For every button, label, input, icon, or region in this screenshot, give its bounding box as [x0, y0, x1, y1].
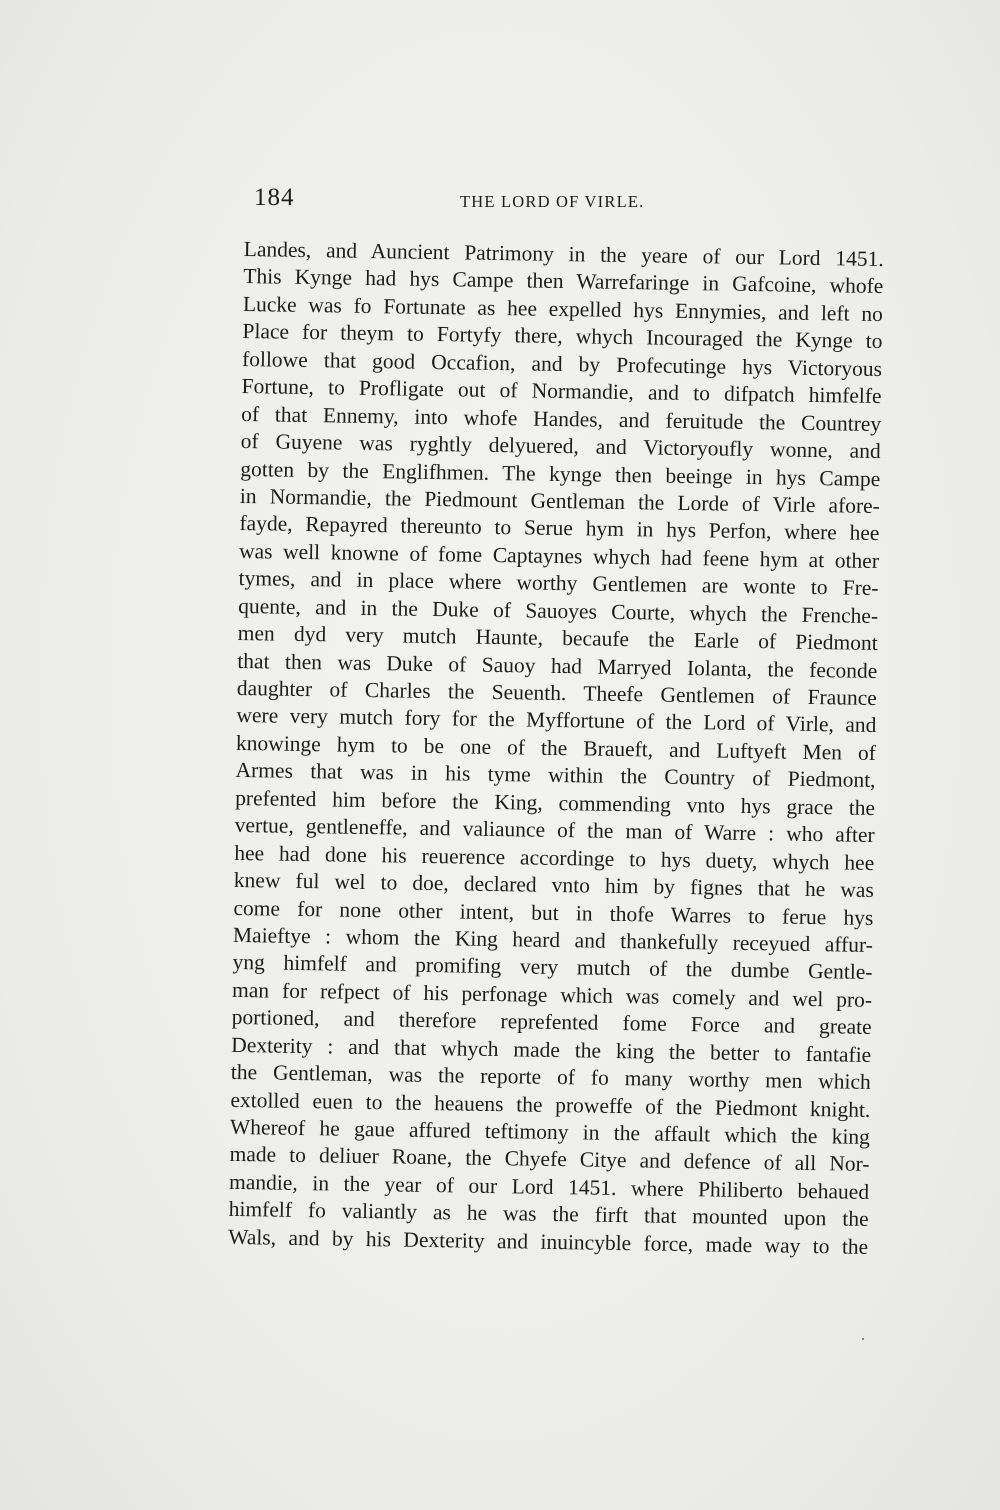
text-line: extolled euen to the heauens the proweffe of the Piedmont knight. — [230, 1087, 871, 1122]
text-line: Maieftye : whom the King heard and thankefully receyued affur- — [232, 922, 874, 957]
text-line: Armes that was in his tyme within the Country of Piedmont, — [235, 758, 876, 793]
text-line: man for refpect of his perfonage which was comely and wel pro- — [231, 977, 873, 1012]
text-line: quente, and in the Duke of Sauoyes Courte, whych the Frenche- — [238, 593, 879, 628]
text-line: come for none other intent, but in thofe Warres to ferue hys — [233, 895, 874, 930]
text-line: mandie, in the year of our Lord 1451. where Philiberto behaued — [228, 1169, 870, 1204]
text-line: yng himfelf and promifing very mutch of the dumbe Gentle- — [232, 950, 873, 985]
text-line: in Normandie, the Piedmount Gentleman the Lorde of Virle afore- — [239, 483, 881, 518]
text-line: knowinge hym to be one of the Braueft, and Luftyeft Men of — [235, 730, 877, 765]
text-line: made to deliuer Roane, the Chyefe Citye and defence of all Nor- — [229, 1142, 870, 1177]
body-text — [228, 236, 884, 1261]
text-line: the Gentleman, was the reporte of fo many worthy men which — [230, 1060, 871, 1095]
text-line: fayde, Repayred thereunto to Serue hym in hys Perfon, where hee — [239, 511, 880, 546]
page-number: 184 — [254, 184, 295, 211]
text-line: Lucke was fo Fortunate as hee expelled hys Ennymies, and left no — [242, 291, 884, 326]
text-line: daughter of Charles the Seuenth. Theefe Gentlemen of Fraunce — [236, 675, 878, 710]
text-line: men dyd very mutch Haunte, becaufe the Earle of Piedmont — [237, 621, 878, 656]
text-line: knew ful wel to doe, declared vnto him by fignes that he was — [233, 867, 874, 903]
text-line: Whereof he gaue affured teftimony in the affault which the king — [229, 1114, 871, 1149]
text-line: portioned, and therefore reprefented fome Force and greate — [231, 1005, 872, 1040]
text-line: Dexterity : and that whych made the king the better to fantafie — [231, 1032, 872, 1067]
ink-speck — [862, 1338, 864, 1340]
text-line: himfelf fo valiantly as he was the firft that mounted upon the — [228, 1197, 869, 1232]
text-line: Place for theym to Fortyfy there, whych Incouraged the Kynge to — [242, 319, 883, 354]
text-line: prefented him before the King, commending vnto hys grace the — [234, 785, 876, 820]
text-line: was well knowne of fome Captaynes whych had feene hym at other — [238, 538, 880, 573]
text-line: followe that good Occafion, and by Profecutinge hys Victoryous — [241, 346, 883, 381]
text-line: Landes, and Auncient Patrimony in the yeare of our Lord 1451. — [243, 236, 884, 272]
text-line: of Guyene was ryghtly delyuered, and Victoryoufly wonne, and — [240, 429, 881, 464]
page-header — [250, 178, 882, 218]
text-line: that then was Duke of Sauoy had Marryed Iolanta, the feconde — [237, 648, 878, 683]
text-line: hee had done his reuerence accordinge to hys duety, whych hee — [234, 840, 875, 875]
text-line: of that Ennemy, into whofe Handes, and feruitude the Countrey — [241, 401, 882, 436]
running-title: THE LORD OF VIRLE. — [460, 192, 645, 211]
text-line: Wals, and by his Dexterity and inuincyble force, made way to the — [228, 1224, 869, 1259]
text-line: Fortune, to Profligate out of Normandie, and to difpatch himfelfe — [241, 374, 882, 409]
text-line: This Kynge had hys Campe then Warrefaringe in Gafcoine, whofe — [243, 264, 884, 299]
text-line: tymes, and in place where worthy Gentlemen are wonte to Fre- — [238, 566, 879, 601]
text-line: vertue, gentleneffe, and valiaunce of the man of Warre : who after — [234, 813, 875, 848]
text-line: gotten by the Englifhmen. The kynge then beeinge in hys Campe — [240, 456, 881, 491]
text-line: were very mutch fory for the Myffortune of the Lord of Virle, and — [236, 703, 877, 738]
